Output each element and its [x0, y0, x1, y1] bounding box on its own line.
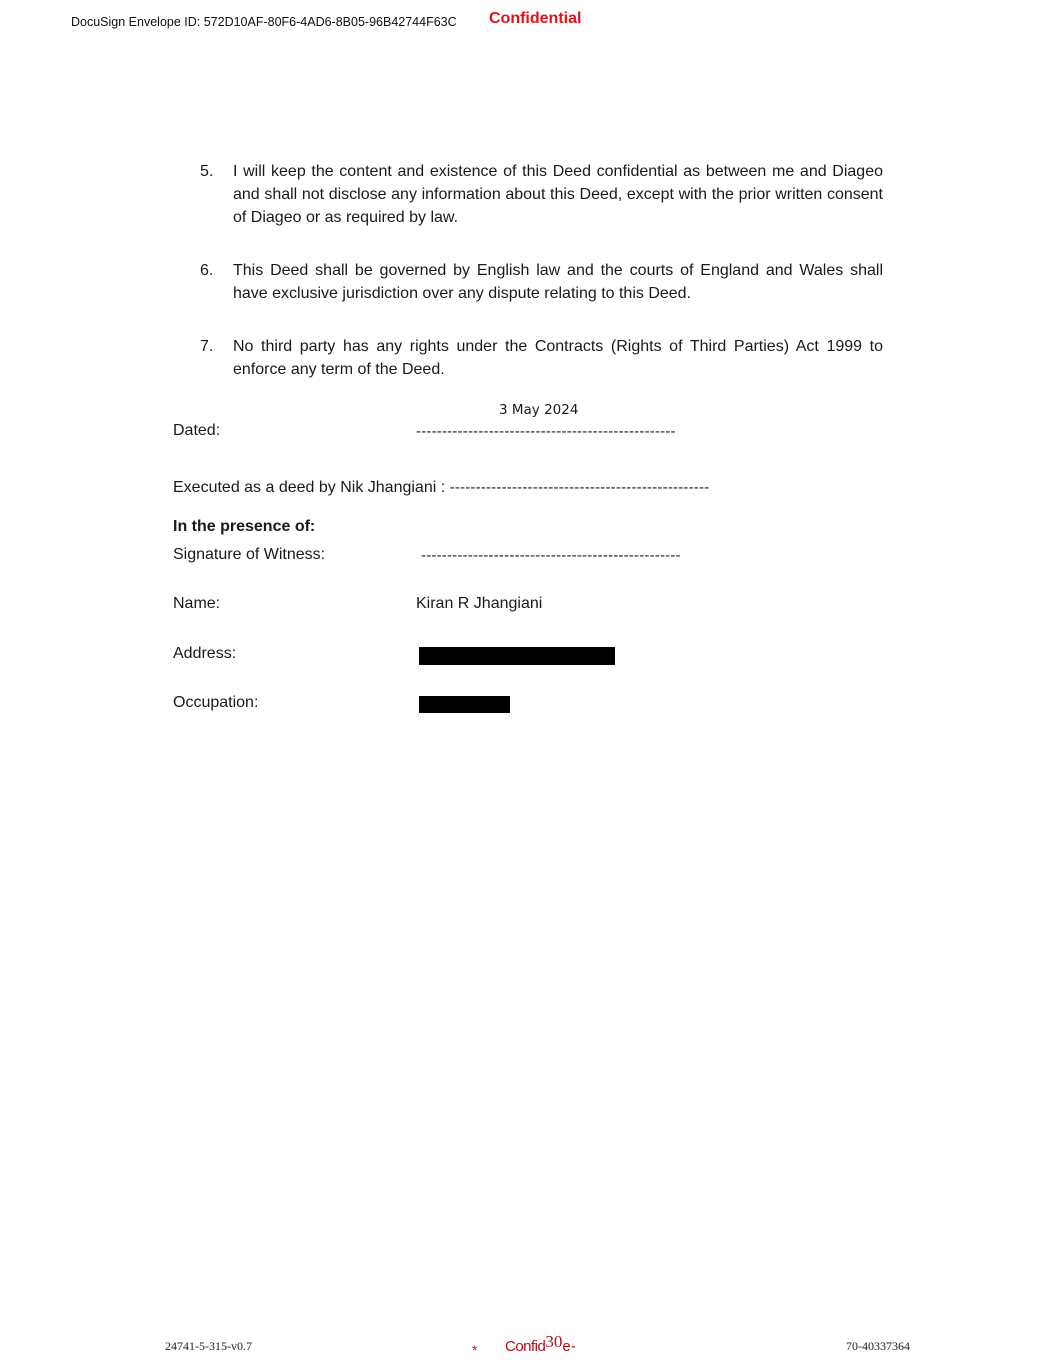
footer-star: *: [472, 1342, 478, 1358]
presence-heading: In the presence of:: [173, 518, 316, 535]
clause-text: This Deed shall be governed by English law and the courts of England and Wales shall have exclusive jurisdiction over any dispute relating to this Deed.: [233, 262, 883, 302]
executed-text: Executed as a deed by Nik Jhangiani :: [173, 479, 446, 496]
clause-number: 5.: [200, 163, 214, 180]
dated-signature-line: --------------------------------------------------: [416, 423, 676, 440]
executed-signature-line: --------------------------------------------------: [449, 479, 710, 496]
witness-name: Kiran R Jhangiani: [416, 595, 543, 612]
page-number-stamp: [505, 1332, 576, 1356]
witness-signature-line: --------------------------------------------------: [421, 547, 681, 564]
document-number: 70-40337364: [846, 1339, 910, 1353]
address-label: Address:: [173, 645, 237, 662]
document-reference: 24741-5-315-v0.7: [165, 1339, 252, 1353]
address-redaction: [419, 647, 615, 665]
dated-label: Dated:: [173, 422, 221, 439]
clause-7: [200, 335, 883, 381]
clause-text: I will keep the content and existence of this Deed confidential as between me and Diageo and shall not disclose any information about this Deed, except with the prior written consent of Diageo or as required by law.: [233, 163, 883, 226]
clause-number: 7.: [200, 338, 214, 355]
executed-label: [173, 479, 709, 497]
clause-6: [200, 259, 883, 305]
page-stamp-suffix: e-: [562, 1338, 576, 1355]
witness-label: Signature of Witness:: [173, 546, 326, 563]
clause-text: No third party has any rights under the Contracts (Rights of Third Parties) Act 1999 to enforce any term of the Deed.: [233, 338, 883, 378]
page-number: 30: [545, 1332, 563, 1351]
confidential-stamp: Confidential: [489, 10, 582, 27]
clause-number: 6.: [200, 262, 214, 279]
docusign-envelope-id: DocuSign Envelope ID: 572D10AF-80F6-4AD6-8B05-96B42744F63C: [71, 15, 457, 29]
occupation-label: Occupation:: [173, 694, 259, 711]
name-label: Name:: [173, 595, 221, 612]
occupation-redaction: [419, 696, 510, 713]
clause-5: [200, 160, 883, 229]
page-stamp-prefix: Confid: [505, 1338, 546, 1355]
signed-date: 3 May 2024: [499, 402, 579, 418]
